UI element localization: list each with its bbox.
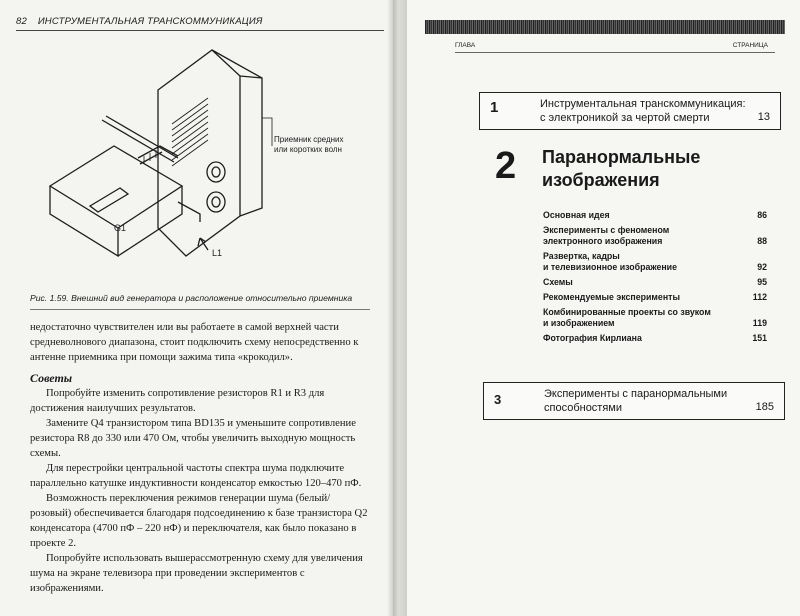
left-page	[0, 0, 393, 616]
column-label-page: СТРАНИЦА	[732, 42, 768, 49]
toc-entry-page: 88	[757, 236, 767, 246]
chapter-1-box	[479, 92, 781, 130]
generator-display	[90, 188, 128, 212]
paragraph-5: Попробуйте использовать вышерассмотренную схему для увеличения шума на экране телевизора при проведении экспериментов с изображениями.	[30, 553, 363, 594]
toc-entry-line: Эксперименты с феноменом	[543, 225, 670, 235]
header-rule	[16, 30, 384, 31]
toc-entry-page: 151	[752, 333, 767, 343]
section-title: Советы	[30, 371, 73, 385]
toc-entry-line: и телевизионное изображение	[543, 262, 677, 272]
paragraph-2: Замените Q4 транзистором типа BD135 и уменьшите сопротивление резистора R8 до 330 или 470 Ом, чтобы увеличить выходную мощность схемы.	[30, 418, 356, 459]
chapter-2-contents	[543, 210, 769, 348]
label-g1: G1	[114, 223, 127, 233]
header-bar	[425, 20, 785, 34]
toc-entry-page: 92	[757, 262, 767, 272]
running-head-title: ИНСТРУМЕНТАЛЬНАЯ ТРАНСКОММУНИКАЦИЯ	[37, 16, 263, 27]
chapter-2-title	[542, 146, 700, 192]
toc-entry	[543, 210, 769, 221]
toc-entry-page: 95	[757, 277, 767, 287]
caption-rule	[30, 309, 370, 310]
chapter-3-title-line-2: способностями	[544, 402, 623, 414]
column-label-chapter: ГЛАВА	[455, 42, 476, 49]
paragraph-4: Возможность переключения режимов генерации шума (белый/розовый) обеспечивается благодаря подсоединению к базе транзистора Q2 конденсатора (4700 пФ – 220 нФ) и переключателя, как было показано в проекте 2.	[30, 493, 368, 549]
toc-entry-line: Схемы	[543, 277, 573, 287]
receiver-side	[212, 50, 262, 216]
toc-entry	[543, 251, 769, 273]
toc-entry	[543, 277, 769, 288]
toc-entry-line: электронного изображения	[543, 236, 663, 246]
chapter-3-title-line-1: Эксперименты с паранормальными	[544, 388, 728, 400]
callout-line-1: Приемник средних	[274, 135, 344, 144]
antenna-rod	[102, 116, 178, 162]
toc-entry-line: и изображением	[543, 318, 615, 328]
running-head	[16, 16, 263, 27]
figure-generator-receiver	[40, 38, 380, 288]
toc-entry-line: Развертка, кадры	[543, 251, 620, 261]
chapter-1-number: 1	[490, 99, 499, 116]
toc-entry-line: Фотография Кирлиана	[543, 333, 642, 343]
chapter-2-number: 2	[495, 145, 517, 187]
receiver-knob-1	[207, 162, 225, 182]
chapter-3-number: 3	[494, 392, 502, 407]
generator-top	[50, 146, 182, 228]
column-rule	[455, 52, 775, 53]
book-gutter	[393, 0, 407, 616]
toc-entry-page: 112	[752, 292, 767, 302]
chapter-2-title-line-1: Паранормальные	[542, 147, 701, 167]
coil-wire	[178, 202, 200, 222]
chapter-1-title-line-1: Инструментальная транскоммуникация:	[540, 98, 746, 110]
toc-entry	[543, 307, 769, 329]
toc-entry	[543, 333, 769, 344]
chapter-3-box	[483, 382, 785, 420]
callout-line-2: или коротких волн	[274, 145, 342, 154]
right-page	[407, 0, 800, 616]
toc-entry	[543, 292, 769, 303]
chapter-3-page: 185	[755, 401, 774, 413]
intro-paragraph: недостаточно чувствителен или вы работаете в самой верхней части средневолнового диапазона, стоит подключить схему непосредственно к антенне приемника при помощи зажима типа «крокодил».	[30, 322, 359, 363]
chapter-1-title-line-2: с электроникой за чертой смерти	[540, 112, 710, 124]
chapter-2-title-line-2: изображения	[542, 170, 660, 190]
chapter-1-page: 13	[757, 111, 770, 123]
toc-entry-line: Рекомендуемые эксперименты	[543, 292, 680, 302]
receiver-knob-2	[207, 192, 225, 212]
paragraph-3: Для перестройки центральной частоты спектра шума подключите параллельно катушке индуктивности конденсатор емкостью 120–470 пФ.	[30, 463, 362, 489]
callout-leader	[262, 118, 272, 146]
toc-entry-line: Комбинированные проекты со звуком	[543, 307, 711, 317]
paragraph-1: Попробуйте изменить сопротивление резисторов R1 и R3 для достижения наилучших результатов.	[30, 388, 325, 414]
label-l1: L1	[212, 248, 223, 258]
toc-entry-page: 119	[752, 318, 767, 328]
toc-entry-page: 86	[757, 210, 767, 220]
toc-entry	[543, 225, 769, 247]
toc-entry-line: Основная идея	[543, 210, 610, 220]
figure-caption: Рис. 1.59. Внешний вид генератора и расположение относительно приемника	[30, 293, 353, 303]
page-number: 82	[16, 16, 27, 27]
